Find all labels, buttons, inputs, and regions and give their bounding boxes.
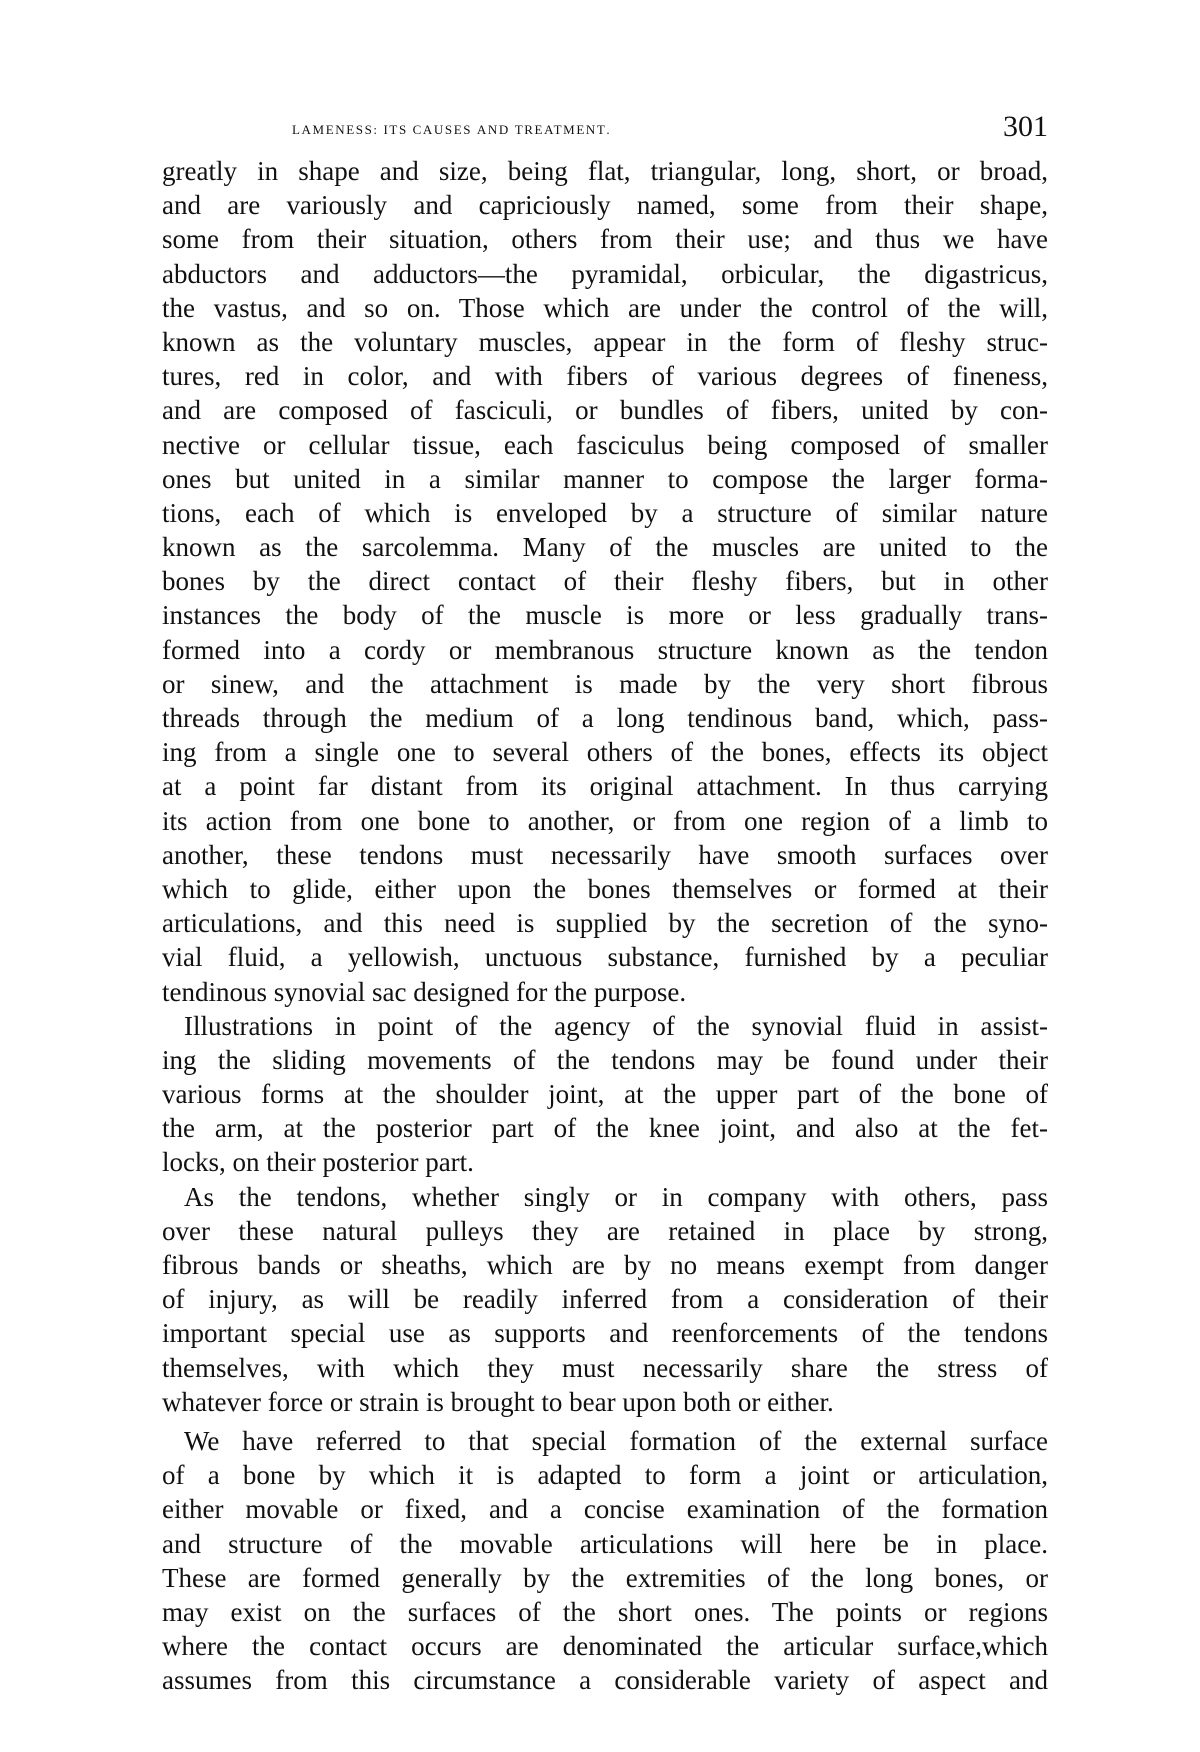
text-line: its action from one bone to another, or from one region of a limb to xyxy=(162,805,1048,836)
text-line: the vastus, and so on. Those which are under the control of the will, xyxy=(162,292,1048,323)
text-line: at a point far distant from its original attachment. In thus carrying xyxy=(162,771,1048,802)
text-line: various forms at the shoulder joint, at the upper part of the bone of xyxy=(162,1079,1048,1110)
text-line: bones by the direct contact of their fleshy fibers, but in other xyxy=(162,566,1048,597)
text-line: some from their situation, others from their use; and thus we have xyxy=(162,224,1048,255)
text-line: known as the voluntary muscles, appear in the form of fleshy struc- xyxy=(162,326,1048,357)
text-line: and are variously and capriciously named, some from their shape, xyxy=(162,190,1048,221)
text-line: formed into a cordy or membranous structure known as the tendon xyxy=(162,634,1048,665)
text-line: known as the sarcolemma. Many of the muscles are united to the xyxy=(162,532,1048,563)
paragraph xyxy=(162,1424,1048,1698)
text-line: locks, on their posterior part. xyxy=(162,1147,474,1178)
text-line: greatly in shape and size, being flat, triangular, long, short, or broad, xyxy=(162,156,1048,186)
running-title: lameness: its causes and treatment. xyxy=(292,118,612,139)
paragraph xyxy=(162,154,1048,1009)
text-line: either movable or fixed, and a concise examination of the formation xyxy=(162,1494,1048,1525)
text-line: As the tendons, whether singly or in company with others, pass xyxy=(184,1181,1048,1212)
text-line: ing the sliding movements of the tendons may be found under their xyxy=(162,1044,1048,1075)
text-line: abductors and adductors—the pyramidal, orbicular, the digastricus, xyxy=(162,258,1048,289)
text-line: another, these tendons must necessarily have smooth surfaces over xyxy=(162,839,1048,870)
text-line: of a bone by which it is adapted to form a joint or articulation, xyxy=(162,1460,1048,1491)
text-line: nective or cellular tissue, each fasciculus being composed of smaller xyxy=(162,429,1048,460)
paragraph xyxy=(162,1180,1048,1419)
text-line: whatever force or strain is brought to bear upon both or either. xyxy=(162,1386,834,1417)
page-number: 301 xyxy=(1003,110,1048,143)
text-line: of injury, as will be readily inferred from a consideration of their xyxy=(162,1284,1048,1315)
running-head xyxy=(166,104,1048,143)
text-line: fibrous bands or sheaths, which are by no means exempt from danger xyxy=(162,1250,1048,1280)
body-text xyxy=(162,154,1048,1697)
text-line: which to glide, either upon the bones themselves or formed at their xyxy=(162,873,1048,904)
text-line: may exist on the surfaces of the short ones. The points or regions xyxy=(162,1596,1048,1627)
text-line: vial fluid, a yellowish, unctuous substance, furnished by a peculiar xyxy=(162,942,1048,973)
text-line: threads through the medium of a long tendinous band, which, pass- xyxy=(162,703,1048,733)
text-line: or sinew, and the attachment is made by the very short fibrous xyxy=(162,668,1048,699)
text-line: ones but united in a similar manner to compose the larger forma- xyxy=(162,463,1048,494)
text-line: ing from a single one to several others of the bones, effects its object xyxy=(162,737,1048,768)
text-line: tures, red in color, and with fibers of various degrees of fineness, xyxy=(162,361,1048,392)
text-line: important special use as supports and reenforcements of the tendons xyxy=(162,1318,1048,1349)
text-line: the arm, at the posterior part of the knee joint, and also at the fet- xyxy=(162,1113,1048,1144)
text-line: tions, each of which is enveloped by a structure of similar nature xyxy=(162,497,1048,528)
text-line: instances the body of the muscle is more or less gradually trans- xyxy=(162,600,1048,631)
text-line: and structure of the movable articulations will here be in place. xyxy=(162,1528,1048,1559)
text-line: over these natural pulleys they are retained in place by strong, xyxy=(162,1215,1048,1246)
text-line: articulations, and this need is supplied by the secretion of the syno- xyxy=(162,908,1048,939)
text-line: Illustrations in point of the agency of the synovial fluid in assist- xyxy=(184,1010,1048,1041)
text-line: assumes from this circumstance a considerable variety of aspect and xyxy=(162,1665,1048,1696)
text-line: and are composed of fasciculi, or bundles of fibers, united by con- xyxy=(162,395,1048,426)
text-line: themselves, with which they must necessarily share the stress of xyxy=(162,1352,1048,1383)
text-line: tendinous synovial sac designed for the purpose. xyxy=(162,976,687,1007)
text-line: These are formed generally by the extremities of the long bones, or xyxy=(162,1562,1048,1593)
text-line: where the contact occurs are denominated the articular surface,which xyxy=(162,1631,1048,1662)
paragraph xyxy=(162,1009,1048,1180)
text-line: We have referred to that special formation of the external surface xyxy=(184,1425,1048,1456)
